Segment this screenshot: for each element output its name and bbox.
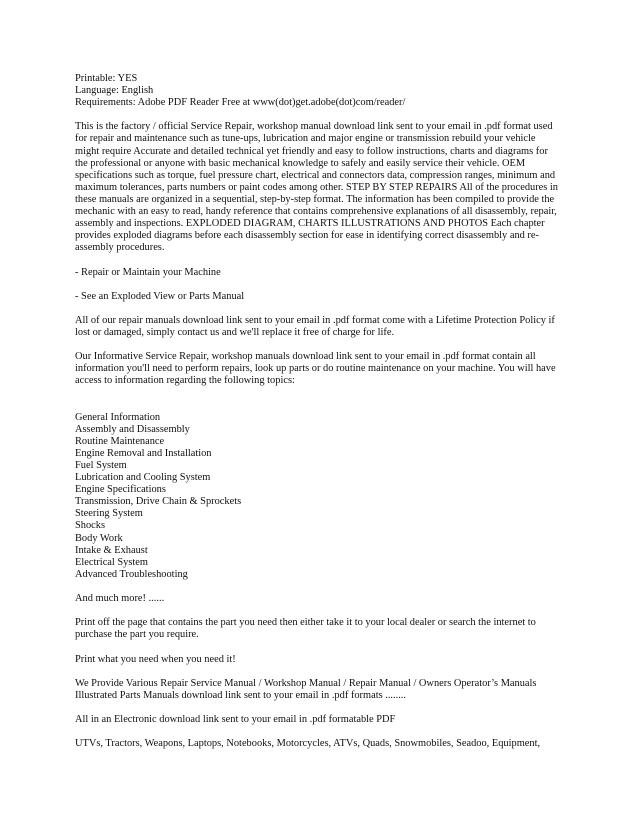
provide-line: Illustrated Parts Manuals download link sent to your email in .pdf formats ........ <box>75 689 407 701</box>
vehicles-paragraph <box>75 738 570 750</box>
list-item: General Information <box>75 411 161 423</box>
print-off-paragraph <box>75 617 570 641</box>
intro-line: mechanic with an easy to read, handy reference that contains comprehensive explanations of all disassembly, repair, <box>75 206 557 218</box>
intro-line: assembly procedures. <box>75 242 165 254</box>
language-line: Language: English <box>75 85 154 97</box>
guarantee-line: All of our repair manuals download link sent to your email in .pdf format come with a Lifetime Protection Policy if <box>75 314 555 326</box>
bullet-exploded-text: - See an Exploded View or Parts Manual <box>75 290 245 302</box>
list-item: Transmission, Drive Chain & Sprockets <box>75 496 242 508</box>
intro-line: these manuals are organized in a sequential, step-by-step format. The information has been compiled to provide the <box>75 193 555 205</box>
list-item: Fuel System <box>75 460 127 471</box>
intro-line: This is the factory / official Service Repair, workshop manual download link sent to your email in .pdf format used <box>75 121 553 133</box>
bullet-repair-text: - Repair or Maintain your Machine <box>75 266 221 278</box>
print-need-paragraph <box>75 654 570 666</box>
provide-line: We Provide Various Repair Service Manual / Workshop Manual / Repair Manual / Owners Operator’s Manuals <box>75 677 537 689</box>
informative-line: information you'll need to perform repairs, look up parts or do routine maintenance on your machine. You will have <box>75 363 556 375</box>
guarantee-paragraph <box>75 315 570 339</box>
document-page <box>75 73 570 750</box>
intro-paragraph <box>75 121 570 254</box>
list-item: Intake & Exhaust <box>75 544 148 556</box>
meta-block <box>75 73 570 109</box>
intro-line: might require Accurate and detailed technical yet friendly and easy to follow instructions, charts and diagrams for <box>75 145 548 157</box>
intro-line: for repair and maintenance such as tune-ups, lubrication and major engine or transmission rebuild your vehicle <box>75 133 536 145</box>
more-paragraph <box>75 593 570 605</box>
list-item: Engine Removal and Installation <box>75 447 212 459</box>
vehicles-text: UTVs, Tractors, Weapons, Laptops, Notebooks, Motorcycles, ATVs, Quads, Snowmobiles, Seadoo, Equipment, <box>75 738 541 750</box>
list-item: Shocks <box>75 520 106 532</box>
bullet-exploded <box>75 291 570 303</box>
list-item: Engine Specifications <box>75 484 166 496</box>
more-text: And much more! ...... <box>75 593 165 605</box>
electronic-text: All in an Electronic download link sent to your email in .pdf formatable PDF <box>75 713 396 725</box>
informative-paragraph <box>75 351 570 387</box>
blank-line <box>75 400 570 412</box>
print-off-line: Print off the page that contains the part you need then either take it to your local dealer or search the internet to <box>75 617 536 629</box>
informative-line: Our Informative Service Repair, workshop manuals download link sent to your email in .pdf format contain all <box>75 351 536 363</box>
printable-line: Printable: YES <box>75 73 138 84</box>
intro-line: provides exploded diagrams before each disassembly section for ease in identifying correct disassembly and re- <box>75 230 539 242</box>
list-item: Electrical System <box>75 556 148 568</box>
requirements-line: Requirements: Adobe PDF Reader Free at www(dot)get.adobe(dot)com/reader/ <box>75 97 406 109</box>
list-item: Body Work <box>75 532 123 544</box>
intro-line: assembly and inspections. EXPLODED DIAGRAM, CHARTS ILLUSTRATIONS AND PHOTOS Each chapter <box>75 218 545 230</box>
informative-line: access to information regarding the following topics: <box>75 375 295 387</box>
list-item: Steering System <box>75 508 143 520</box>
electronic-paragraph <box>75 714 570 726</box>
intro-line: maximum tolerances, parts numbers or paint codes among other. STEP BY STEP REPAIRS All of the procedures in <box>75 181 559 193</box>
bullet-repair <box>75 267 570 279</box>
intro-line: specifications such as torque, fuel pressure chart, electrical and connectors data, compression ranges, minimum and <box>75 169 556 181</box>
list-item: Routine Maintenance <box>75 435 165 447</box>
topics-list <box>75 412 570 581</box>
intro-line: the professional or anyone with basic mechanical knowledge to safely and easily service their vehicle. OEM <box>75 157 526 169</box>
list-item: Advanced Troubleshooting <box>75 568 188 580</box>
guarantee-line: lost or damaged, simply contact us and we'll replace it free of charge for life. <box>75 326 395 338</box>
print-off-line: purchase the part you require. <box>75 629 199 641</box>
list-item: Assembly and Disassembly <box>75 423 190 435</box>
print-need-text: Print what you need when you need it! <box>75 653 236 665</box>
list-item: Lubrication and Cooling System <box>75 472 211 484</box>
provide-paragraph <box>75 678 570 702</box>
